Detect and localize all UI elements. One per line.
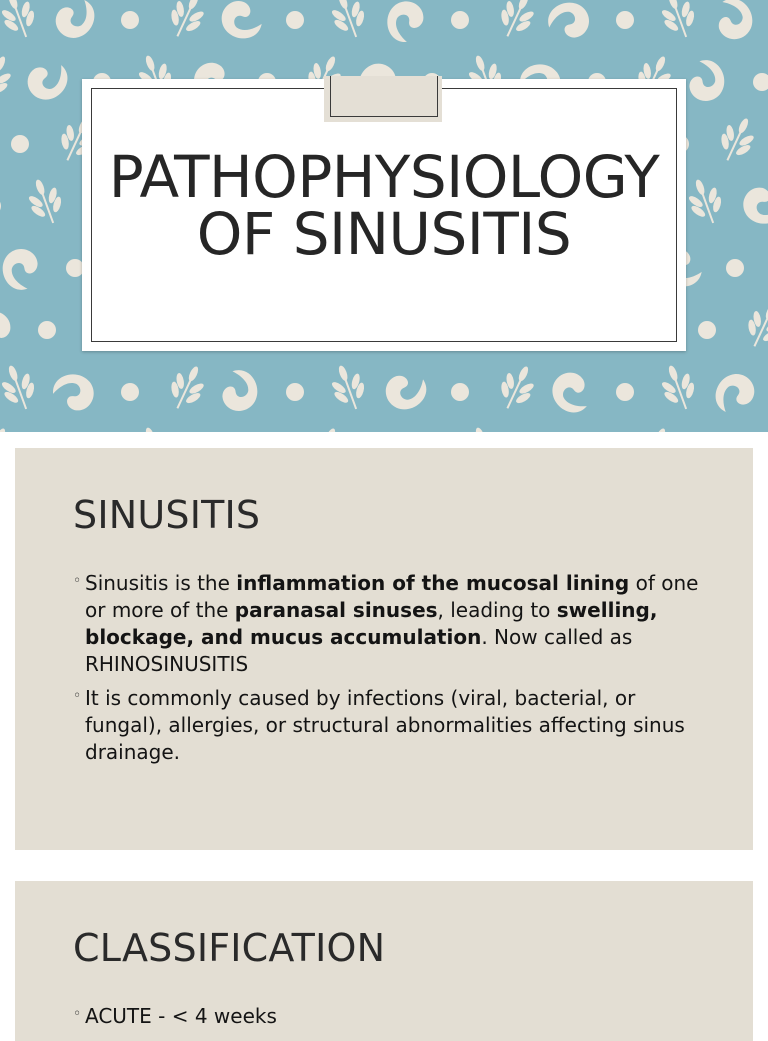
bullet-list: [73, 570, 713, 773]
bullet-text: Sinusitis is the: [85, 571, 237, 595]
slide-title-line1: PATHOPHYSIOLOGY: [108, 143, 660, 211]
bullet-text: It is commonly caused by infections (viral, bacterial, or fungal), allergies, or structural abnormalities affecting sinus drainage.: [85, 686, 685, 764]
slide-heading: CLASSIFICATION: [73, 926, 386, 970]
bullet-item: [73, 570, 713, 678]
bullet-icon: ◦: [73, 573, 82, 589]
bullet-bold-text: inflammation of the mucosal lining: [236, 571, 630, 595]
slide-title: [82, 143, 686, 268]
bullet-icon: ◦: [73, 688, 82, 704]
bullet-list: [73, 1003, 713, 1037]
bullet-text: , leading to: [437, 598, 557, 622]
bullet-text: ACUTE - < 4 weeks: [85, 1004, 277, 1028]
title-slide: [0, 0, 768, 432]
sinusitis-slide: [15, 448, 753, 850]
title-card: [82, 79, 686, 351]
slide-title-line2: OF SINUSITIS: [196, 200, 572, 268]
bullet-icon: ◦: [73, 1006, 82, 1022]
bullet-text: of one or more of the: [85, 571, 699, 622]
bullet-bold-text: swelling, blockage, and mucus accumulation: [85, 598, 658, 649]
bullet-item: [73, 1003, 713, 1030]
title-card-tab: [324, 76, 442, 122]
title-card-tab-inner: [330, 76, 438, 117]
classification-slide: [15, 881, 753, 1041]
bullet-text: . Now called as RHINOSINUSITIS: [85, 625, 633, 676]
slide-heading: SINUSITIS: [73, 493, 261, 537]
bullet-item: [73, 685, 713, 766]
bullet-bold-text: paranasal sinuses: [234, 598, 438, 622]
